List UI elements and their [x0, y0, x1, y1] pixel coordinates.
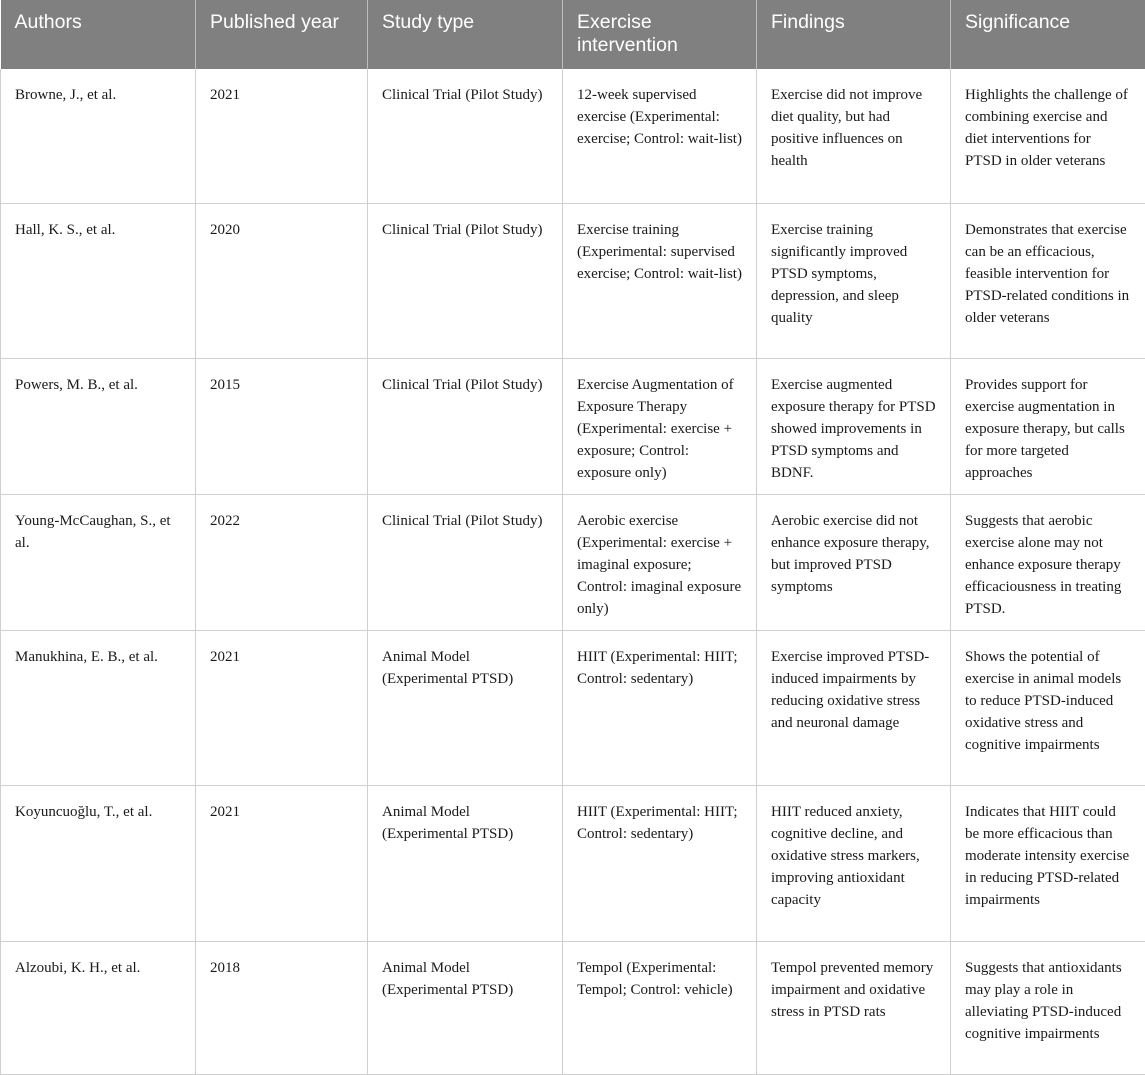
cell-year: 2021	[196, 630, 368, 785]
cell-intervention: Aerobic exercise (Experimental: exercise + imaginal exposure; Control: imaginal exposure only)	[563, 494, 757, 630]
cell-year: 2022	[196, 494, 368, 630]
cell-authors: Manukhina, E. B., et al.	[1, 630, 196, 785]
cell-intervention: HIIT (Experimental: HIIT; Control: sedentary)	[563, 785, 757, 941]
cell-authors: Browne, J., et al.	[1, 69, 196, 203]
header-authors: Authors	[1, 0, 196, 69]
header-exercise-intervention: Exercise intervention	[563, 0, 757, 69]
table-row	[1, 358, 1145, 494]
header-row	[1, 0, 1145, 69]
header-significance: Significance	[951, 0, 1145, 69]
cell-year: 2021	[196, 69, 368, 203]
table-row	[1, 785, 1145, 941]
table-row	[1, 69, 1145, 203]
cell-intervention: Exercise Augmentation of Exposure Therapy (Experimental: exercise + exposure; Control: exposure only)	[563, 358, 757, 494]
table-row	[1, 630, 1145, 785]
table-row	[1, 941, 1145, 1074]
header-findings: Findings	[757, 0, 951, 69]
cell-study-type: Clinical Trial (Pilot Study)	[368, 203, 563, 358]
cell-findings: Exercise improved PTSD-induced impairments by reducing oxidative stress and neuronal damage	[757, 630, 951, 785]
cell-intervention: Tempol (Experimental: Tempol; Control: vehicle)	[563, 941, 757, 1074]
cell-study-type: Clinical Trial (Pilot Study)	[368, 494, 563, 630]
cell-study-type: Animal Model (Experimental PTSD)	[368, 941, 563, 1074]
cell-findings: Exercise did not improve diet quality, but had positive influences on health	[757, 69, 951, 203]
cell-significance: Shows the potential of exercise in animal models to reduce PTSD-induced oxidative stress and cognitive impairments	[951, 630, 1145, 785]
cell-study-type: Clinical Trial (Pilot Study)	[368, 358, 563, 494]
cell-significance: Provides support for exercise augmentation in exposure therapy, but calls for more targeted approaches	[951, 358, 1145, 494]
cell-significance: Highlights the challenge of combining exercise and diet interventions for PTSD in older veterans	[951, 69, 1145, 203]
cell-study-type: Clinical Trial (Pilot Study)	[368, 69, 563, 203]
table-header	[1, 0, 1145, 69]
cell-authors: Powers, M. B., et al.	[1, 358, 196, 494]
cell-authors: Young-McCaughan, S., et al.	[1, 494, 196, 630]
table-row	[1, 494, 1145, 630]
header-study-type: Study type	[368, 0, 563, 69]
header-published-year: Published year	[196, 0, 368, 69]
cell-authors: Hall, K. S., et al.	[1, 203, 196, 358]
cell-intervention: HIIT (Experimental: HIIT; Control: sedentary)	[563, 630, 757, 785]
cell-year: 2020	[196, 203, 368, 358]
cell-findings: Exercise training significantly improved PTSD symptoms, depression, and sleep quality	[757, 203, 951, 358]
cell-findings: HIIT reduced anxiety, cognitive decline, and oxidative stress markers, improving antioxidant capacity	[757, 785, 951, 941]
cell-significance: Suggests that antioxidants may play a role in alleviating PTSD-induced cognitive impairments	[951, 941, 1145, 1074]
cell-intervention: Exercise training (Experimental: supervised exercise; Control: wait-list)	[563, 203, 757, 358]
cell-study-type: Animal Model (Experimental PTSD)	[368, 785, 563, 941]
cell-significance: Demonstrates that exercise can be an efficacious, feasible intervention for PTSD-related conditions in older veterans	[951, 203, 1145, 358]
cell-authors: Alzoubi, K. H., et al.	[1, 941, 196, 1074]
cell-findings: Exercise augmented exposure therapy for PTSD showed improvements in PTSD symptoms and BDNF.	[757, 358, 951, 494]
table-body	[1, 69, 1145, 1074]
cell-authors: Koyuncuoğlu, T., et al.	[1, 785, 196, 941]
cell-study-type: Animal Model (Experimental PTSD)	[368, 630, 563, 785]
table-row	[1, 203, 1145, 358]
cell-significance: Suggests that aerobic exercise alone may not enhance exposure therapy efficaciousness in treating PTSD.	[951, 494, 1145, 630]
cell-intervention: 12-week supervised exercise (Experimental: exercise; Control: wait-list)	[563, 69, 757, 203]
cell-year: 2021	[196, 785, 368, 941]
cell-findings: Aerobic exercise did not enhance exposure therapy, but improved PTSD symptoms	[757, 494, 951, 630]
cell-findings: Tempol prevented memory impairment and oxidative stress in PTSD rats	[757, 941, 951, 1074]
cell-year: 2018	[196, 941, 368, 1074]
cell-significance: Indicates that HIIT could be more efficacious than moderate intensity exercise in reducing PTSD-related impairments	[951, 785, 1145, 941]
cell-year: 2015	[196, 358, 368, 494]
